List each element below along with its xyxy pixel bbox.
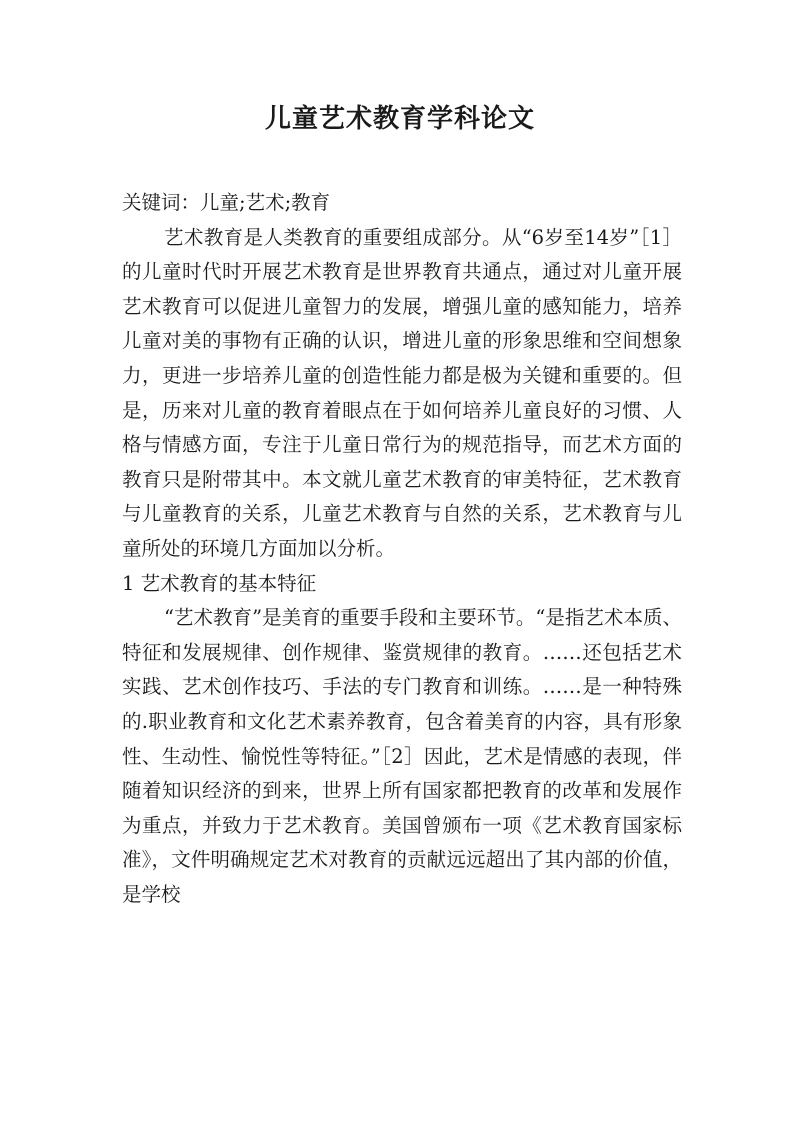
page-title: 儿童艺术教育学科论文 bbox=[264, 104, 535, 134]
section-heading: 1 艺术教育的基本特征 bbox=[122, 571, 317, 595]
keywords-line: 关键词：儿童;艺术;教育 bbox=[122, 191, 331, 214]
document-body bbox=[122, 186, 682, 912]
paragraph-intro: 艺术教育是人类教育的重要组成部分。从“6岁至14岁”［1］的儿童时代时开展艺术教育是世界教育共通点，通过对儿童开展艺术教育可以促进儿童智力的发展，增强儿童的感知能力，培养儿童对美的事物有正确的认识，增进儿童的形象思维和空间想象力，更进一步培养儿童的创造性能力都是极为关键和重要的。但是，历来对儿童的教育着眼点在于如何培养儿童良好的习惯、人格与情感方面，专注于儿童日常行为的规范指导，而艺术方面的教育只是附带其中。本文就儿童艺术教育的审美特征，艺术教育与儿童教育的关系，儿童艺术教育与自然的关系，艺术教育与儿童所处的环境几方面加以分析。 bbox=[122, 225, 682, 560]
paragraph-section-1: “艺术教育”是美育的重要手段和主要环节。“是指艺术本质、特征和发展规律、创作规律、鉴赏规律的教育。……还包括艺术实践、艺术创作技巧、手法的专门教育和训练。……是一种特殊的.职业教育和文化艺术素养教育，包含着美育的内容，具有形象性、生动性、愉悦性等特征。”［2］因此，艺术是情感的表现，伴随着知识经济的到来，世界上所有国家都把教育的改革和发展作为重点，并致力于艺术教育。美国曾颁布一项《艺术教育国家标准》，文件明确规定艺术对教育的贡献远远超出了其内部的价值，是学校 bbox=[122, 606, 682, 906]
